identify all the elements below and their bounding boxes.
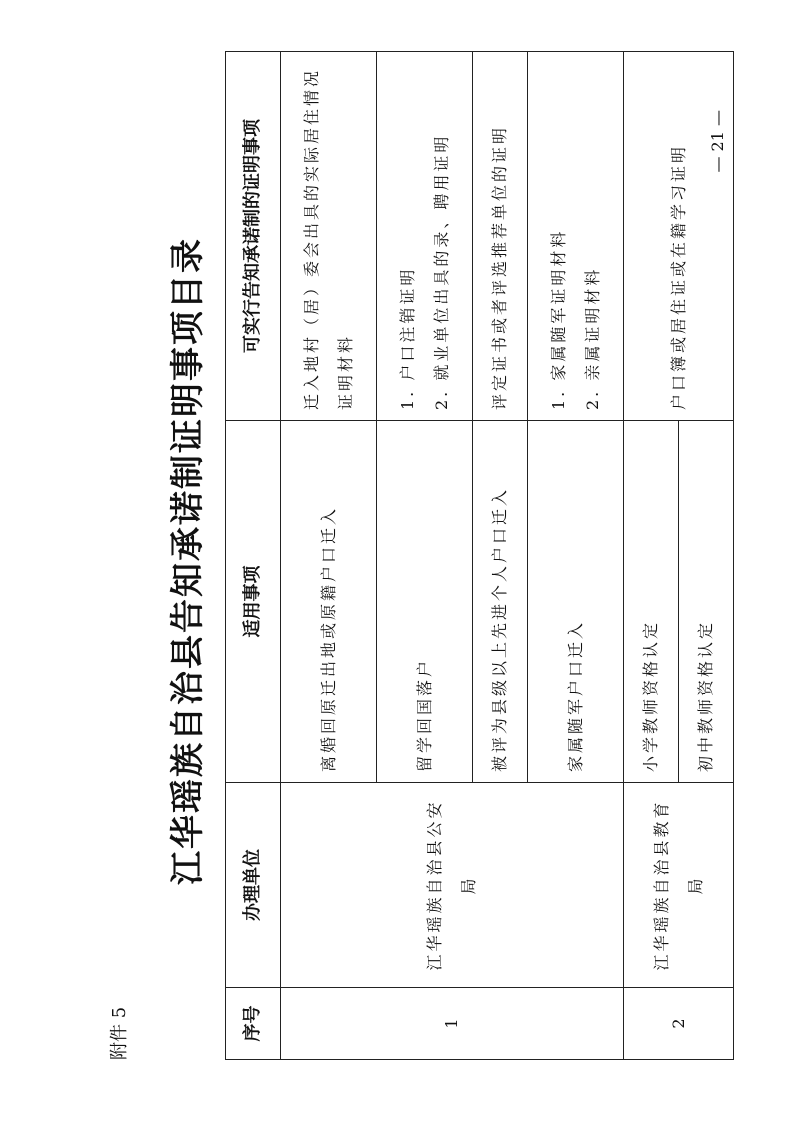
proof-line: 1. 家属随军证明材料 (548, 228, 568, 410)
attachment-label: 附件 5 (109, 1006, 130, 1060)
item-cell: 家属随军户口迁入 (528, 421, 624, 783)
item-cell: 小学教师资格认定 (624, 421, 679, 783)
proof-line: 1. 户口注销证明 (397, 266, 417, 410)
page-number: — 21 — (708, 110, 727, 173)
table-row (281, 52, 377, 1060)
proof-cell: 户口簿或居住证或在籍学习证明 (624, 52, 734, 421)
proof-cell: 迁入地村（居）委会出具的实际居住情况证明材料 (281, 52, 377, 421)
table-row (624, 52, 679, 1060)
group-number: 1 (281, 988, 624, 1060)
table-header-row (226, 52, 281, 1060)
proof-cell (528, 52, 624, 421)
item-cell: 离婚回原迁出地或原籍户口迁入 (281, 421, 377, 783)
item-cell: 被评为县级以上先进个人户口迁入 (473, 421, 528, 783)
proof-items-table (225, 51, 734, 1060)
page-title: 江华瑶族自治县告知承诺制证明事项目录 (168, 237, 208, 885)
proof-cell (377, 52, 473, 421)
proof-line: 2. 就业单位出具的录、聘用证明 (431, 133, 451, 410)
header-proof: 可实行告知承诺制的证明事项 (226, 52, 281, 421)
header-dept: 办理单位 (226, 783, 281, 988)
proof-cell: 评定证书或者评选推荐单位的证明 (473, 52, 528, 421)
group-dept: 江华瑶族自治县教育局 (624, 783, 734, 988)
item-cell: 初中教师资格认定 (679, 421, 734, 783)
group-dept: 江华瑶族自治县公安局 (281, 783, 624, 988)
proof-line: 2. 亲属证明材料 (582, 266, 602, 410)
group-number: 2 (624, 988, 734, 1060)
header-item: 适用事项 (226, 421, 281, 783)
item-cell: 留学回国落户 (377, 421, 473, 783)
header-no: 序号 (226, 988, 281, 1060)
